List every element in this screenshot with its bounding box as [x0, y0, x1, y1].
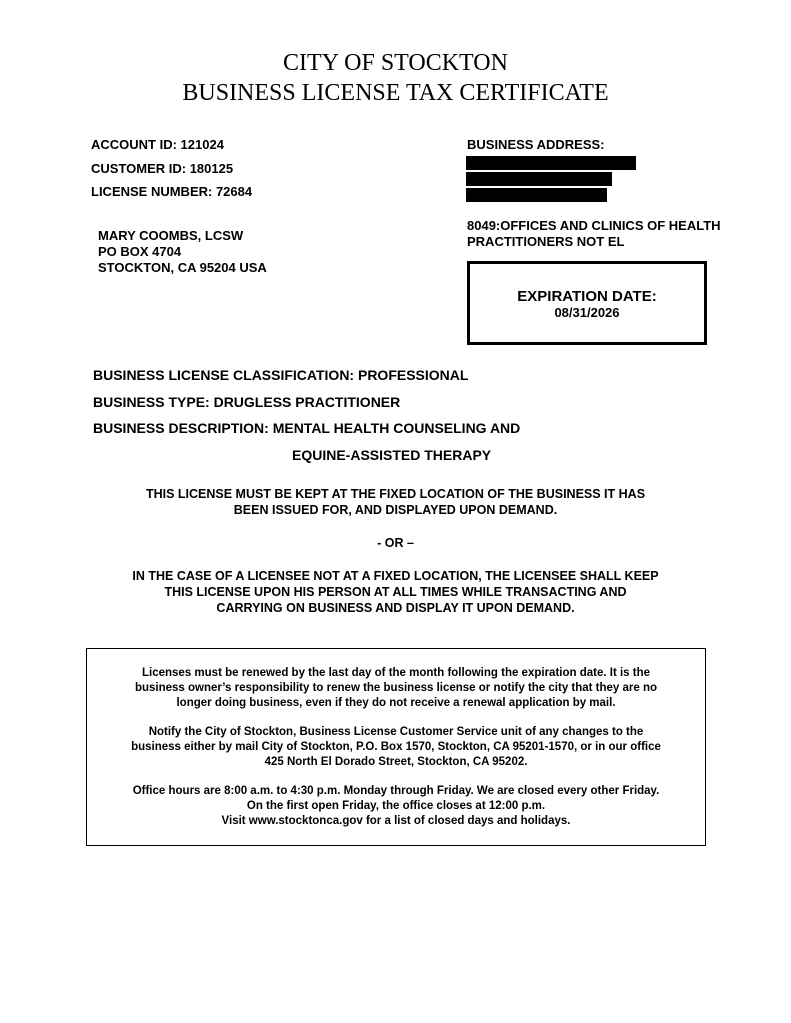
- notice-line: 425 North El Dorado Street, Stockton, CA 95202.: [264, 756, 528, 768]
- notice-line: On the first open Friday, the office closes at 12:00 p.m.: [246, 800, 546, 812]
- business-description: BUSINESS DESCRIPTION: MENTAL HEALTH COUNSELING AND: [93, 420, 521, 436]
- expiration-label: EXPIRATION DATE:: [517, 288, 657, 305]
- city-title: CITY OF STOCKTON: [283, 50, 508, 76]
- rule-line: THIS LICENSE UPON HIS PERSON AT ALL TIMES WHILE TRANSACTING AND: [164, 585, 627, 599]
- industry-code-line1: 8049:OFFICES AND CLINICS OF HEALTH: [467, 218, 721, 233]
- mobile-licensee-rule: [80, 568, 711, 616]
- notice-line: Licenses must be renewed by the last day of the month following the expiration date. It is the: [142, 667, 650, 679]
- business-description-cont: EQUINE-ASSISTED THERAPY: [292, 447, 492, 463]
- business-type: BUSINESS TYPE: DRUGLESS PRACTITIONER: [93, 394, 401, 410]
- or-separator: - OR –: [377, 536, 414, 550]
- notice-line: Visit www.stocktonca.gov for a list of closed days and holidays.: [221, 815, 571, 827]
- expiration-date: 08/31/2026: [554, 305, 620, 320]
- mailing-po-box: PO BOX 4704: [98, 244, 182, 259]
- rule-line: IN THE CASE OF A LICENSEE NOT AT A FIXED LOCATION, THE LICENSEE SHALL KEEP: [132, 569, 659, 583]
- notice-line: business owner’s responsibility to renew the business license or notify the city that they are no: [134, 682, 658, 694]
- industry-code-line2: PRACTITIONERS NOT EL: [467, 234, 625, 249]
- redaction-bar: [466, 188, 607, 202]
- office-hours-paragraph: [87, 784, 705, 829]
- rule-line: CARRYING ON BUSINESS AND DISPLAY IT UPON DEMAND.: [216, 601, 575, 615]
- certificate-title: BUSINESS LICENSE TAX CERTIFICATE: [182, 80, 609, 106]
- notice-line: business either by mail City of Stockton, P.O. Box 1570, Stockton, CA 95201-1570, or in our office: [131, 741, 661, 753]
- account-id: ACCOUNT ID: 121024: [91, 137, 224, 152]
- rule-line: BEEN ISSUED FOR, AND DISPLAYED UPON DEMAND.: [233, 503, 558, 517]
- fixed-location-rule: [80, 486, 711, 518]
- business-address-label: BUSINESS ADDRESS:: [467, 137, 605, 152]
- notify-paragraph: [87, 725, 705, 770]
- expiration-box: [467, 261, 707, 345]
- license-number: LICENSE NUMBER: 72684: [91, 184, 253, 199]
- mailing-city-state: STOCKTON, CA 95204 USA: [98, 260, 267, 275]
- renewal-paragraph: [87, 666, 705, 711]
- customer-id: CUSTOMER ID: 180125: [91, 161, 234, 176]
- mailing-name: MARY COOMBS, LCSW: [98, 228, 244, 243]
- notice-line: longer doing business, even if they do not receive a renewal application by mail.: [176, 697, 616, 709]
- notice-line: Office hours are 8:00 a.m. to 4:30 p.m. Monday through Friday. We are closed every other Friday.: [132, 785, 660, 797]
- redaction-bar: [466, 172, 612, 186]
- renewal-notice-box: [86, 648, 706, 846]
- license-classification: BUSINESS LICENSE CLASSIFICATION: PROFESSIONAL: [93, 367, 469, 383]
- notice-line: Notify the City of Stockton, Business License Customer Service unit of any changes to the: [148, 726, 644, 738]
- rule-line: THIS LICENSE MUST BE KEPT AT THE FIXED LOCATION OF THE BUSINESS IT HAS: [145, 487, 646, 501]
- redaction-bar: [466, 156, 636, 170]
